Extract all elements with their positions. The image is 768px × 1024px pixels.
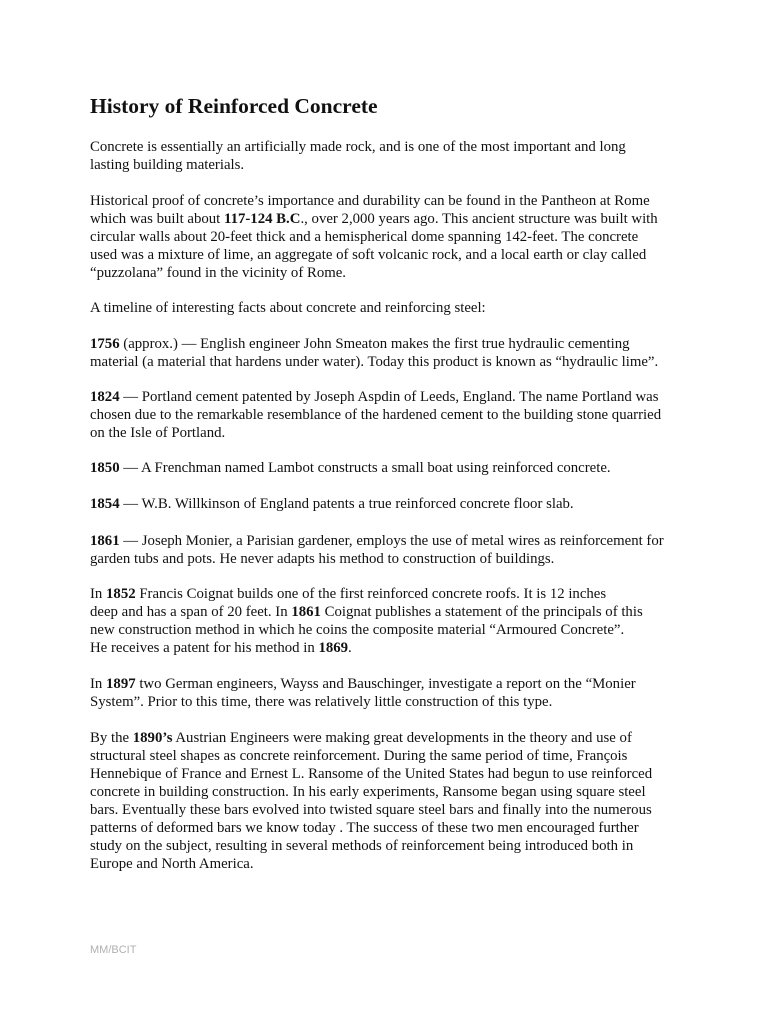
entry-line: study on the subject, resulting in several methods of reinforcement being introduced both in: [90, 838, 634, 854]
entry-line: System”. Prior to this time, there was relatively little construction of this type.: [90, 694, 553, 710]
entry-line: on the Isle of Portland.: [90, 425, 226, 441]
pantheon-text: ., over 2,000 years ago. This ancient structure was built with: [300, 211, 658, 227]
coignat-text: .: [348, 640, 352, 656]
entry-line: [90, 729, 690, 747]
entry-line: [90, 675, 690, 693]
timeline-entry-1854: [90, 495, 690, 513]
timeline-entry-1824: [90, 388, 690, 442]
coignat-year: 1861: [291, 604, 321, 620]
intro-line: lasting building materials.: [90, 157, 245, 173]
page-footer: MM/BCIT: [90, 944, 137, 956]
entry-line: material (a material that hardens under water). Today this product is known as “hydraulic lime”.: [90, 354, 659, 370]
coignat-year: 1869: [318, 640, 349, 656]
entry-line: [90, 459, 690, 477]
entry-text: — W.B. Willkinson of England patents a true reinforced concrete floor slab.: [119, 496, 574, 512]
coignat-text: Coignat publishes a statement of the principals of this: [320, 604, 643, 620]
entry-line: [90, 335, 690, 353]
entry-text: — Joseph Monier, a Parisian gardener, employs the use of metal wires as reinforcement for: [119, 533, 664, 549]
entry-line: Hennebique of France and Ernest L. Ransome of the United States had begun to use reinforced: [90, 766, 653, 782]
intro-paragraph: [90, 138, 690, 174]
entry-year: 1897: [106, 676, 136, 692]
entry-line: garden tubs and pots. He never adapts his method to construction of buildings.: [90, 551, 555, 567]
coignat-text: deep and has a span of 20 feet. In: [90, 604, 292, 620]
pantheon-text: which was built about: [90, 211, 224, 227]
entry-text: Austrian Engineers were making great developments in the theory and use of: [172, 730, 632, 746]
timeline-entry-1861: [90, 532, 690, 568]
entry-text: — A Frenchman named Lambot constructs a small boat using reinforced concrete.: [119, 460, 611, 476]
entry-year: 1824: [90, 389, 120, 405]
timeline-entry-1890s: [90, 729, 690, 873]
timeline-intro: [90, 299, 690, 317]
coignat-paragraph: [90, 585, 690, 657]
coignat-line: [90, 585, 690, 603]
entry-year: 1854: [90, 496, 120, 512]
entry-year: 1756: [90, 336, 120, 352]
page-title: History of Reinforced Concrete: [90, 94, 378, 118]
entry-line: patterns of deformed bars we know today . The success of these two men encouraged further: [90, 820, 639, 836]
entry-year: 1890’s: [132, 730, 173, 746]
pantheon-date: 117-124 B.C: [223, 211, 301, 227]
pantheon-line: [90, 210, 690, 228]
timeline-entry-1897: [90, 675, 690, 711]
entry-line: [90, 495, 690, 513]
entry-year: 1850: [90, 460, 120, 476]
pantheon-paragraph: [90, 192, 690, 282]
coignat-year: 1852: [106, 586, 136, 602]
timeline-intro-line: A timeline of interesting facts about concrete and reinforcing steel:: [90, 300, 486, 316]
pantheon-line: circular walls about 20-feet thick and a hemispherical dome spanning 142-feet. The concrete: [90, 229, 639, 245]
coignat-line: [90, 603, 690, 621]
entry-line: bars. Eventually these bars evolved into twisted square steel bars and finally into the numerous: [90, 802, 652, 818]
coignat-text: In: [90, 586, 107, 602]
entry-line: Europe and North America.: [90, 856, 254, 872]
entry-text: (approx.) — English engineer John Smeaton makes the first true hydraulic cementing: [119, 336, 630, 352]
entry-text: two German engineers, Wayss and Bauschinger, investigate a report on the “Monier: [135, 676, 636, 692]
pantheon-line: Historical proof of concrete’s importance and durability can be found in the Pantheon at Rome: [90, 193, 650, 209]
intro-line: Concrete is essentially an artificially made rock, and is one of the most important and long: [90, 139, 626, 155]
pantheon-line: used was a mixture of lime, an aggregate of soft volcanic rock, and a local earth or clay called: [90, 247, 647, 263]
entry-line: chosen due to the remarkable resemblance of the hardened cement to the building stone quarried: [90, 407, 662, 423]
pantheon-line: “puzzolana” found in the vicinity of Rome.: [90, 265, 346, 281]
entry-text: — Portland cement patented by Joseph Aspdin of Leeds, England. The name Portland was: [119, 389, 659, 405]
entry-year: 1861: [90, 533, 120, 549]
entry-text: In: [90, 676, 107, 692]
timeline-entry-1850: [90, 459, 690, 477]
coignat-line: [90, 639, 690, 657]
entry-line: concrete in building construction. In his early experiments, Ransome began using square steel: [90, 784, 646, 800]
coignat-line: new construction method in which he coins the composite material “Armoured Concrete”.: [90, 622, 625, 638]
entry-text: By the: [90, 730, 133, 746]
entry-line: [90, 388, 690, 406]
entry-line: structural steel shapes as concrete reinforcement. During the same period of time, François: [90, 748, 628, 764]
coignat-text: He receives a patent for his method in: [90, 640, 319, 656]
timeline-entry-1756: [90, 335, 690, 371]
entry-line: [90, 532, 690, 550]
coignat-text: Francis Coignat builds one of the first reinforced concrete roofs. It is 12 inches: [135, 586, 607, 602]
